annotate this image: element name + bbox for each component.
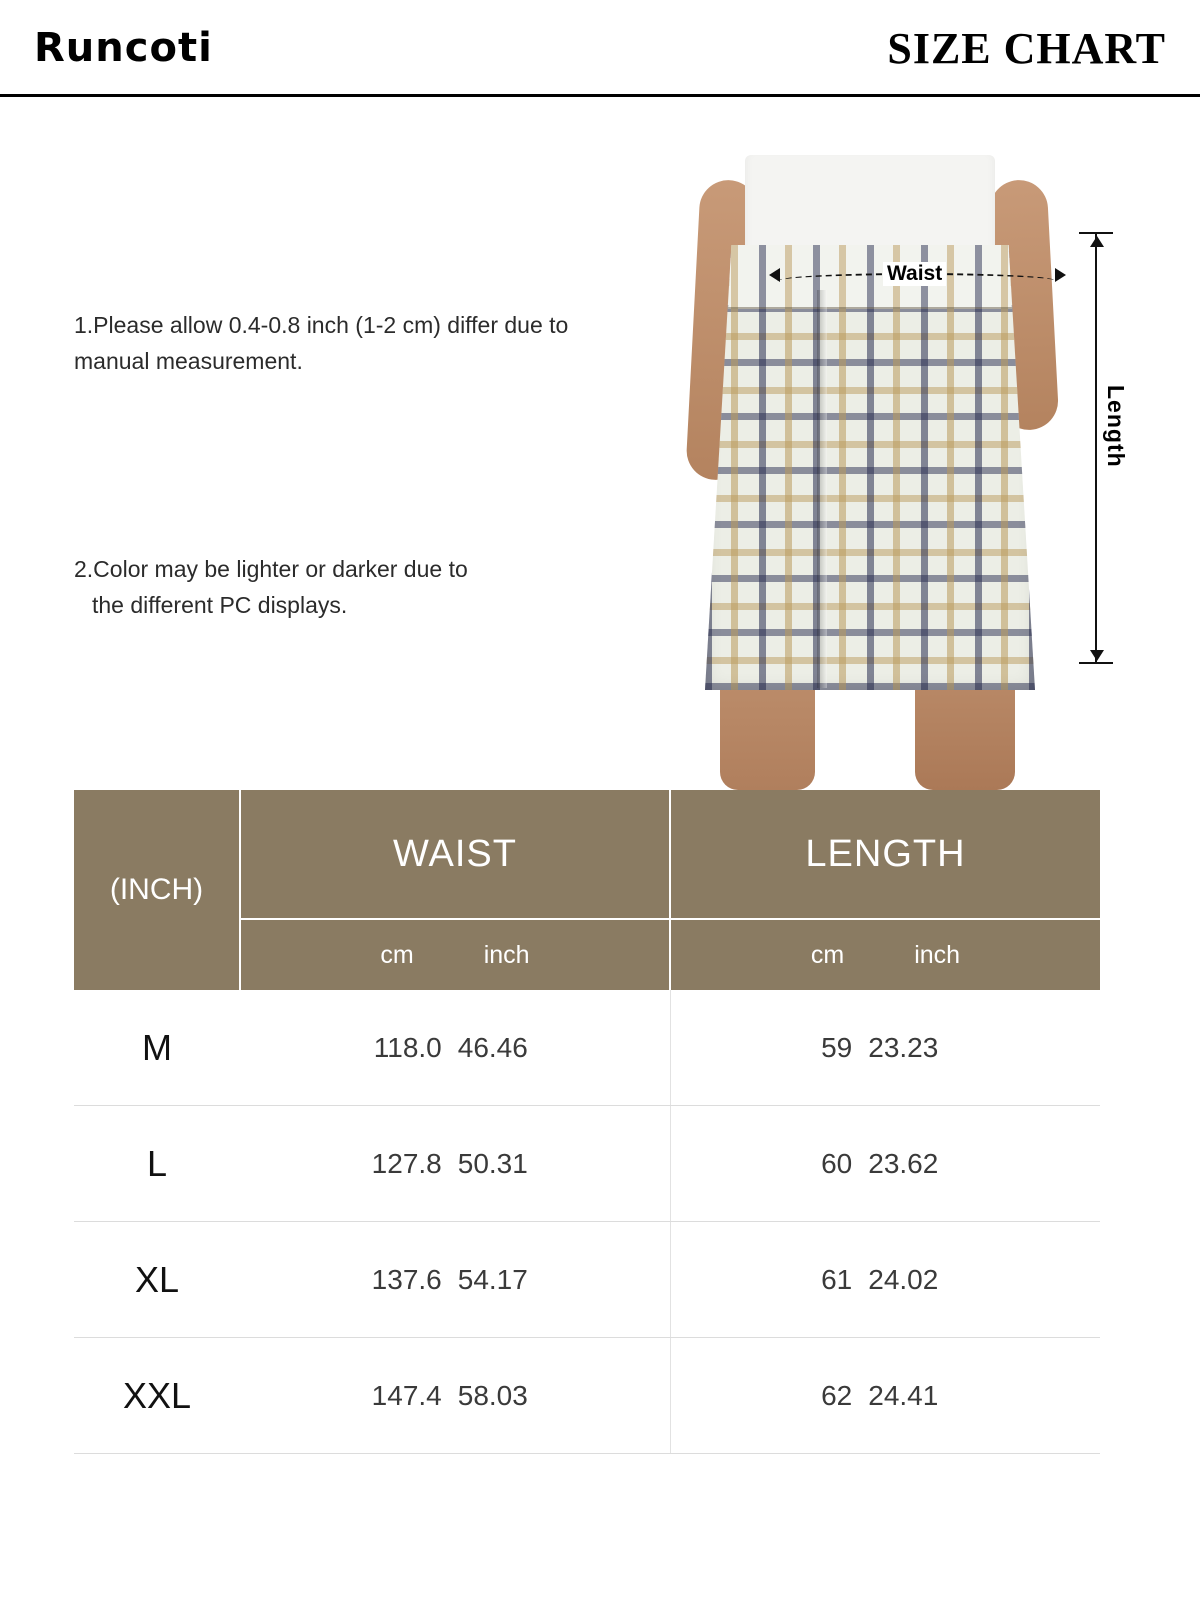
row-waist-inch-m: 46.46 [457, 1031, 528, 1063]
row-length-cm-xxl: 62 [821, 1379, 853, 1411]
row-waist-xxl [240, 1338, 670, 1454]
row-waist-inch-xl: 54.17 [457, 1263, 528, 1295]
row-waist-cm-xl: 137.6 [371, 1263, 442, 1295]
table-row [74, 1106, 1100, 1222]
row-length-inch-xl: 24.02 [868, 1263, 939, 1295]
row-waist-xl [240, 1222, 670, 1338]
length-measure-line [1095, 232, 1097, 662]
row-length-xl [670, 1222, 1100, 1338]
page-header [0, 0, 1200, 96]
row-waist-cm-xxl: 147.4 [371, 1379, 442, 1411]
header-unit-inch: (INCH) [74, 790, 240, 990]
size-chart-table [74, 790, 1100, 1454]
row-size-l: L [74, 1106, 240, 1222]
length-arrow-down-icon [1090, 650, 1104, 661]
row-waist-cm-m: 118.0 [373, 1031, 442, 1063]
row-length-inch-l: 23.62 [868, 1147, 939, 1179]
row-size-xl: XL [74, 1222, 240, 1338]
table-header-row-groups [74, 790, 1100, 919]
header-length-inch: inch [914, 940, 961, 969]
row-length-cm-m: 59 [821, 1031, 853, 1063]
header-group-length: LENGTH [670, 790, 1100, 919]
row-waist-l [240, 1106, 670, 1222]
table-row [74, 1222, 1100, 1338]
brand-logo [34, 25, 213, 71]
header-waist-inch: inch [483, 940, 530, 969]
row-length-inch-xxl: 24.41 [868, 1379, 939, 1411]
table-header [74, 790, 1100, 990]
note-color-line1: 2.Color may be lighter or darker due to [74, 556, 468, 582]
row-length-xxl [670, 1338, 1100, 1454]
note-measurement: 1.Please allow 0.4-0.8 inch (1-2 cm) differ due to manual measurement. [74, 312, 569, 374]
kilt-pleat-fold [817, 290, 827, 688]
kilt-garment [705, 245, 1035, 690]
row-size-xxl: XXL [74, 1338, 240, 1454]
row-waist-m [240, 990, 670, 1106]
length-cap-bottom [1079, 662, 1113, 664]
note-color [74, 552, 634, 623]
row-length-cm-xl: 61 [821, 1263, 853, 1295]
waist-measure-label: Waist [883, 262, 946, 286]
header-waist-cm: cm [380, 940, 414, 969]
note-color-line2: the different PC displays. [92, 591, 348, 618]
kilt-photo [665, 140, 1129, 780]
waist-arrow-right-icon [1055, 268, 1066, 282]
row-length-l [670, 1106, 1100, 1222]
brand-name: Runcoti [34, 25, 213, 71]
row-length-cm-l: 60 [821, 1147, 853, 1179]
header-group-waist: WAIST [240, 790, 670, 919]
header-divider [0, 94, 1200, 97]
waist-arrow-left-icon [769, 268, 780, 282]
table-row [74, 990, 1100, 1106]
row-waist-inch-l: 50.31 [457, 1147, 528, 1179]
row-waist-inch-xxl: 58.03 [457, 1379, 528, 1411]
row-length-inch-m: 23.23 [868, 1031, 939, 1063]
table-body [74, 990, 1100, 1454]
size-chart-table-wrapper [74, 790, 1100, 1454]
product-figure [640, 130, 1140, 780]
length-measure-label: Length [1103, 385, 1129, 468]
row-size-m: M [74, 990, 240, 1106]
row-waist-cm-l: 127.8 [371, 1147, 442, 1179]
length-arrow-up-icon [1090, 236, 1104, 247]
header-length-cm: cm [810, 940, 845, 969]
table-row [74, 1338, 1100, 1454]
header-sub-length [670, 919, 1100, 990]
header-sub-waist [240, 919, 670, 990]
page-title: SIZE CHART [887, 23, 1166, 73]
row-length-m [670, 990, 1100, 1106]
